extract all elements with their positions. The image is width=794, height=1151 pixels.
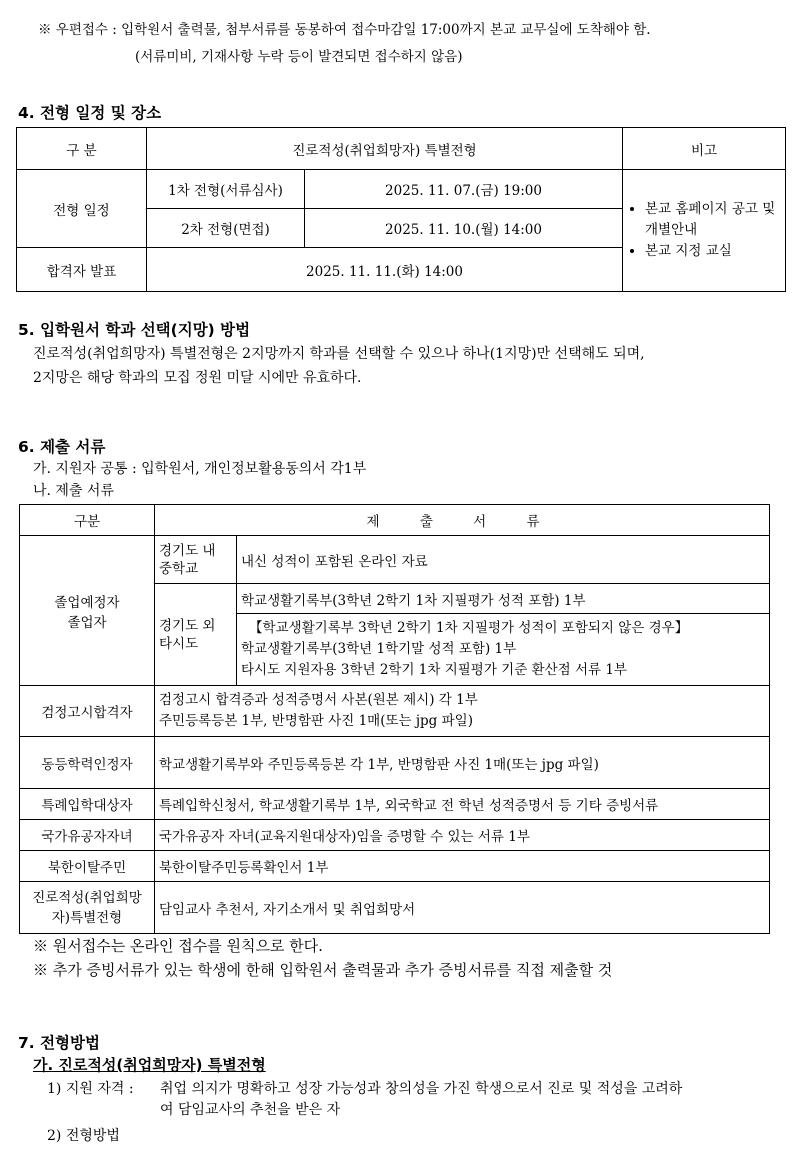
- section7-item1-line2: 여 담임교사의 추천을 받은 자: [160, 1102, 341, 1118]
- section6-note1: ※ 원서접수는 온라인 접수를 원칙으로 한다.: [33, 937, 323, 955]
- section5-line1: 진로적성(취업희망자) 특별전형은 2지망까지 학과를 선택할 수 있으나 하나(1지망)만 선택해도 되며,: [33, 346, 645, 362]
- merit-label: 국가유공자자녀: [20, 820, 155, 851]
- section6-note2: ※ 추가 증빙서류가 있는 학생에 한해 입학원서 출력물과 추가 증빙서류를 직접 제출할 것: [33, 961, 613, 979]
- result-datetime: 2025. 11. 11.(화) 14:00: [147, 248, 623, 292]
- doc-header-category: 구분: [20, 505, 155, 536]
- ged-doc-line2: 주민등록등본 1부, 반명함판 사진 1매(또는 jpg 파일): [159, 713, 473, 729]
- section7-title: 7. 전형방법: [18, 1034, 100, 1052]
- grad-label: 졸업예정자 졸업자: [20, 536, 155, 686]
- schedule-label: 전형 일정: [17, 170, 147, 248]
- equiv-label: 동등학력인정자: [20, 737, 155, 789]
- section6-title: 6. 제출 서류: [18, 438, 106, 456]
- equiv-doc: 학교생활기록부와 주민등록등본 각 1부, 반명함판 사진 1매(또는 jpg 파일): [155, 737, 770, 789]
- remark-item: • 본교 홈페이지 공고 및 개별안내: [645, 199, 781, 241]
- career-label: 진로적성(취업희망자)특별전형: [20, 882, 155, 934]
- defector-doc: 북한이탈주민등록확인서 1부: [155, 851, 770, 882]
- header-category: 구 분: [17, 128, 147, 170]
- section7-sub-title: 가. 진로적성(취업희망자) 특별전형: [33, 1056, 266, 1074]
- defector-label: 북한이탈주민: [20, 851, 155, 882]
- remark-item: • 본교 지정 교실: [645, 241, 781, 262]
- doc2-title: 【학교생활기록부 3학년 2학기 1차 지필평가 성적이 포함되지 않은 경우】: [249, 620, 689, 636]
- section5-line2: 2지망은 해당 학과의 모집 정원 미달 시에만 유효하다.: [33, 370, 362, 386]
- section6-item-a: 가. 지원자 공통 : 입학원서, 개인정보활용동의서 각1부: [33, 461, 367, 477]
- result-label: 합격자 발표: [17, 248, 147, 292]
- out-gyeonggi-doc1: 학교생활기록부(3학년 2학기 1차 지필평가 성적 포함) 1부: [237, 584, 770, 614]
- doc-header-documents: 제 출 서 류: [155, 505, 770, 536]
- in-gyeonggi-label: 경기도 내 중학교: [155, 536, 237, 584]
- header-career-track: 진로적성(취업희망자) 특별전형: [147, 128, 623, 170]
- merit-doc: 국가유공자 자녀(교육지원대상자)임을 증명할 수 있는 서류 1부: [155, 820, 770, 851]
- ged-doc-line1: 검정고시 합격증과 성적증명서 사본(원본 제시) 각 1부: [159, 692, 478, 708]
- header-remarks: 비고: [623, 128, 786, 170]
- mail-notice-line1: ※ 우편접수 : 입학원서 출력물, 첨부서류를 동봉하여 접수마감일 17:00까지 본교 교무실에 도착해야 함.: [38, 22, 651, 38]
- stage-1: 1차 전형(서류심사): [147, 170, 305, 209]
- mail-notice-line2: (서류미비, 기재사항 누락 등이 발견되면 접수하지 않음): [135, 49, 463, 65]
- section7-item1-label: 1) 지원 자격 :: [47, 1081, 134, 1097]
- section5-title: 5. 입학원서 학과 선택(지망) 방법: [18, 321, 251, 339]
- doc2-line1: 학교생활기록부(3학년 1학기말 성적 포함) 1부: [241, 641, 517, 657]
- section6-item-b: 나. 제출 서류: [33, 483, 114, 499]
- ged-label: 검정고시합격자: [20, 686, 155, 737]
- remarks-cell: [623, 170, 786, 292]
- stage-2-datetime: 2025. 11. 10.(월) 14:00: [305, 209, 623, 248]
- stage-2: 2차 전형(면접): [147, 209, 305, 248]
- documents-table: [19, 504, 770, 934]
- in-gyeonggi-doc: 내신 성적이 포함된 온라인 자료: [237, 536, 770, 584]
- ged-docs: [155, 686, 770, 737]
- special-doc: 특례입학신청서, 학교생활기록부 1부, 외국학교 전 학년 성적증명서 등 기타 증빙서류: [155, 789, 770, 820]
- out-gyeonggi-label: 경기도 외 타시도: [155, 584, 237, 686]
- out-gyeonggi-doc2: [237, 614, 770, 686]
- section7-item1-line1: 취업 의지가 명확하고 성장 가능성과 창의성을 가진 학생으로서 진로 및 적성을 고려하: [160, 1081, 683, 1097]
- doc2-line2: 타시도 지원자용 3학년 2학기 1차 지필평가 기준 환산점 서류 1부: [241, 662, 627, 678]
- special-label: 특례입학대상자: [20, 789, 155, 820]
- schedule-table: [16, 127, 786, 292]
- stage-1-datetime: 2025. 11. 07.(금) 19:00: [305, 170, 623, 209]
- section7-item2: 2) 전형방법: [47, 1128, 120, 1144]
- section4-title: 4. 전형 일정 및 장소: [18, 104, 162, 122]
- career-doc: 담임교사 추천서, 자기소개서 및 취업희망서: [155, 882, 770, 934]
